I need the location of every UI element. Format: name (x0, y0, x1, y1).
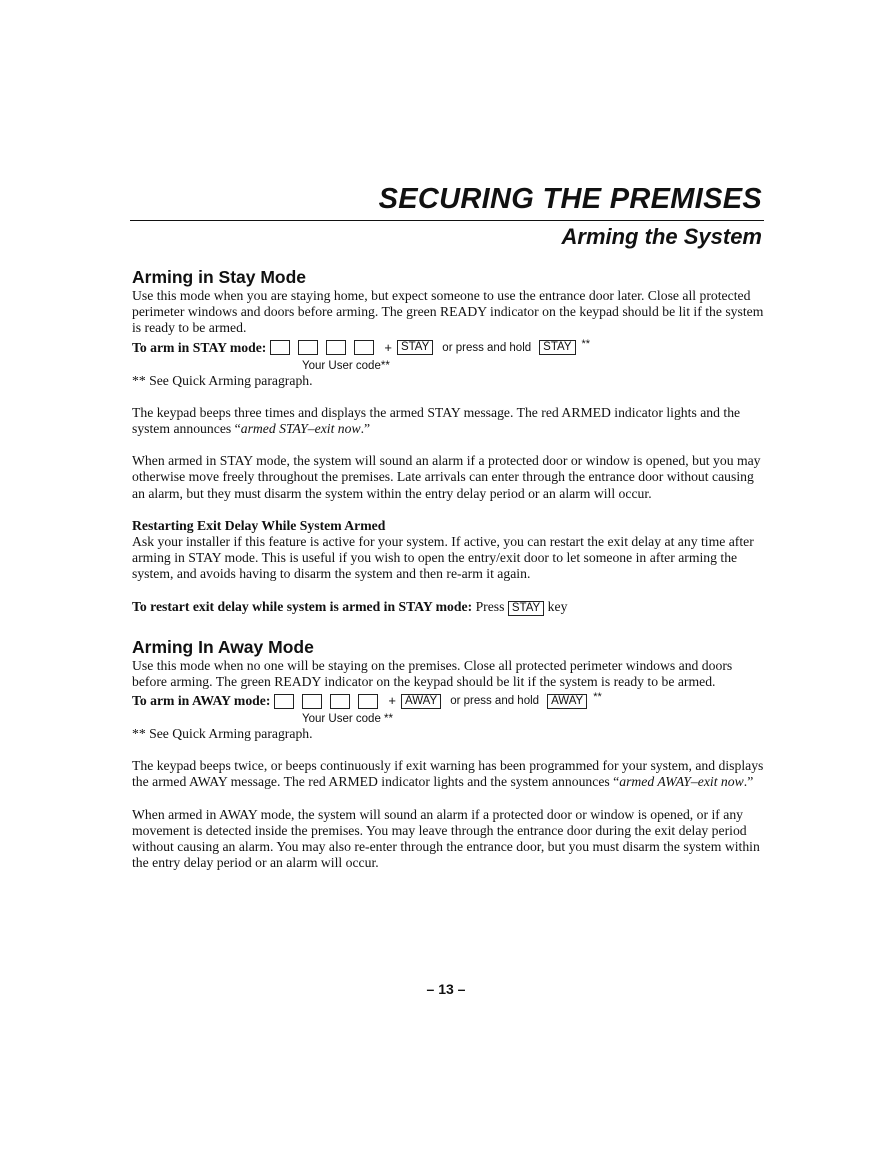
away-armed-description: When armed in AWAY mode, the system will sound an alarm if a protected door or window is opened, or if any movement is detected inside the premises. You may leave through the entrance door during the exit delay period without causing an alarm. You may also re-enter through the entrance door, but you must disarm the system within the entry delay period or an alarm will occur. (132, 806, 760, 871)
user-code-caption: Your User code** (302, 359, 390, 372)
asterisk-note-marker: ** (593, 690, 602, 703)
stay-mode-intro: Use this mode when you are staying home, but expect someone to use the entrance door later. Close all protected perimeter windows and doors before arming. The green READY indicator on the keypad should be lit if the system is ready to be armed. (132, 288, 764, 336)
plus-sign: + (388, 692, 397, 708)
quick-arming-note: ** See Quick Arming paragraph. (132, 726, 313, 742)
title-rule (130, 220, 764, 221)
user-code-digit-box (302, 694, 322, 709)
page-content (132, 266, 764, 871)
user-code-digit-box (330, 694, 350, 709)
press-and-hold-text: or press and hold (450, 694, 540, 707)
stay-beeps-paragraph: The keypad beeps three times and displays the armed STAY message. The red ARMED indicator lights and the system announces “armed STAY–exit now.” (132, 404, 741, 437)
away-arm-label: To arm in AWAY mode: (132, 692, 271, 708)
asterisk-note-marker: ** (581, 337, 591, 350)
quick-arming-note: ** See Quick Arming paragraph. (132, 372, 313, 388)
restart-exit-delay-heading: Restarting Exit Delay While System Armed (132, 517, 386, 533)
away-announcement: armed AWAY–exit now (619, 774, 744, 790)
away-mode-heading: Arming In Away Mode (132, 636, 314, 657)
user-code-digit-box (358, 694, 378, 709)
user-code-caption: Your User code ** (302, 713, 393, 726)
stay-key: STAY (397, 340, 433, 355)
restart-instruction: To restart exit delay while system is armed in STAY mode: Press STAY key (132, 598, 568, 614)
stay-mode-heading: Arming in Stay Mode (132, 267, 307, 287)
page-subtitle: Arming the System (561, 224, 762, 249)
user-code-digit-box (298, 340, 318, 355)
page-title: SECURING THE PREMISES (378, 183, 762, 215)
away-key: AWAY (401, 694, 441, 709)
stay-announcement: armed STAY–exit now (240, 421, 361, 437)
away-arm-instruction (132, 690, 764, 712)
user-code-digit-box (274, 694, 294, 709)
away-beeps-paragraph: The keypad beeps twice, or beeps continuously if exit warning has been programmed for your system, and displays the armed AWAY message. The red ARMED indicator lights and the system announces “armed AWAY–exit now.” (132, 758, 764, 790)
stay-armed-description: When armed in STAY mode, the system will sound an alarm if a protected door or window is opened, but you may otherwise move freely throughout the premises. Late arrivals can enter through the entrance door without causing an alarm, but they must disarm the system within the entry delay period or an alarm will occur. (132, 453, 761, 501)
user-code-digit-box (354, 340, 374, 355)
away-key-hold: AWAY (547, 694, 587, 709)
stay-key-hold: STAY (539, 340, 575, 355)
stay-key: STAY (508, 601, 544, 616)
stay-arm-instruction (132, 337, 764, 359)
user-code-digit-box (326, 340, 346, 355)
page-number: – 13 – (426, 981, 466, 997)
user-code-digit-box (270, 340, 290, 355)
stay-arm-label: To arm in STAY mode: (132, 339, 267, 355)
away-mode-intro: Use this mode when no one will be staying on the premises. Close all protected perimeter windows and doors before arming. The green READY indicator on the keypad should be lit if the system is ready to be armed. (132, 657, 733, 689)
press-and-hold-text: or press and hold (442, 341, 532, 354)
restart-exit-delay-text: Ask your installer if this feature is active for your system. If active, you can restart the exit delay at any time after arming in STAY mode. This is useful if you wish to open the entry/exit door to let someone in after arming the system, and avoids having to disarm the system and then re-arm it again. (132, 534, 754, 582)
plus-sign: + (384, 339, 392, 355)
